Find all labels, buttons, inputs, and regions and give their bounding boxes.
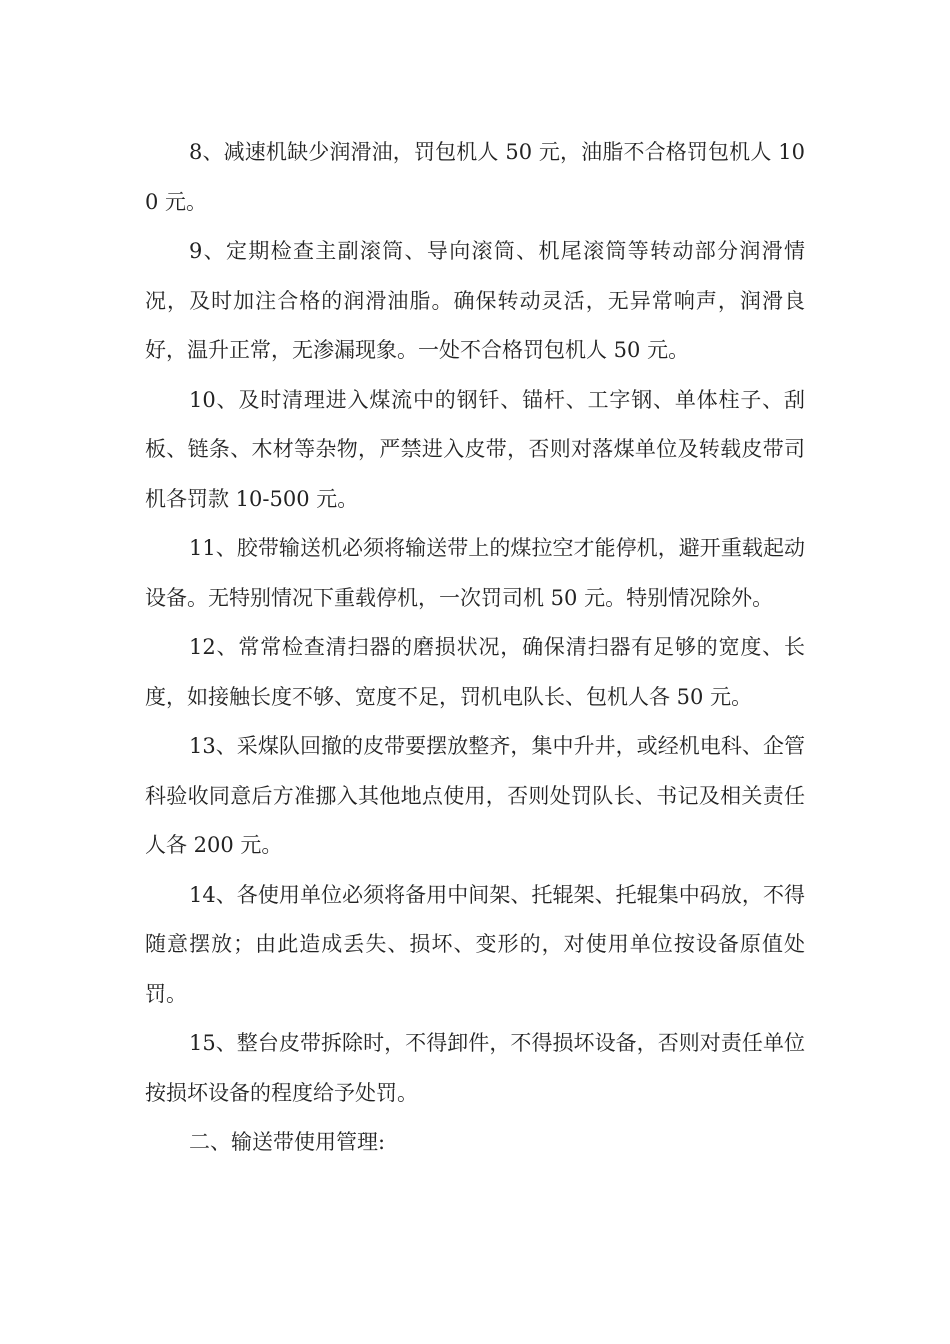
paragraph-item-15: 15、整台皮带拆除时，不得卸件，不得损坏设备，否则对责任单位按损坏设备的程度给予处罚。 [145,1031,805,1105]
paragraph-item-11: 11、胶带输送机必须将输送带上的煤拉空才能停机，避开重载起动设备。无特别情况下重载停机，一次罚司机 50 元。特别情况除外。 [145,536,805,610]
paragraph-item-12: 12、常常检查清扫器的磨损状况，确保清扫器有足够的宽度、长度，如接触长度不够、宽度不足，罚机电队长、包机人各 50 元。 [145,635,805,709]
paragraph-item-10: 10、及时清理进入煤流中的钢钎、锚杆、工字钢、单体柱子、刮板、链条、木材等杂物，严禁进入皮带，否则对落煤单位及转载皮带司机各罚款 10-500 元。 [145,387,805,511]
paragraph-item-14: 14、各使用单位必须将备用中间架、托辊架、托辊集中码放，不得随意摆放；由此造成丢失、损坏、变形的，对使用单位按设备原值处罚。 [145,882,805,1006]
paragraph-item-8: 8、减速机缺少润滑油，罚包机人 50 元，油脂不合格罚包机人 100 元。 [145,140,805,214]
document-body [145,128,805,1168]
section-heading: 二、输送带使用管理: [189,1130,386,1154]
paragraph-item-9: 9、定期检查主副滚筒、导向滚筒、机尾滚筒等转动部分润滑情况，及时加注合格的润滑油脂。确保转动灵活，无异常响声，润滑良好，温升正常，无渗漏现象。一处不合格罚包机人 50 元。 [145,239,805,362]
paragraph-item-13: 13、采煤队回撤的皮带要摆放整齐，集中升井，或经机电科、企管科验收同意后方准挪入其他地点使用，否则处罚队长、书记及相关责任人各 200 元。 [145,734,805,857]
